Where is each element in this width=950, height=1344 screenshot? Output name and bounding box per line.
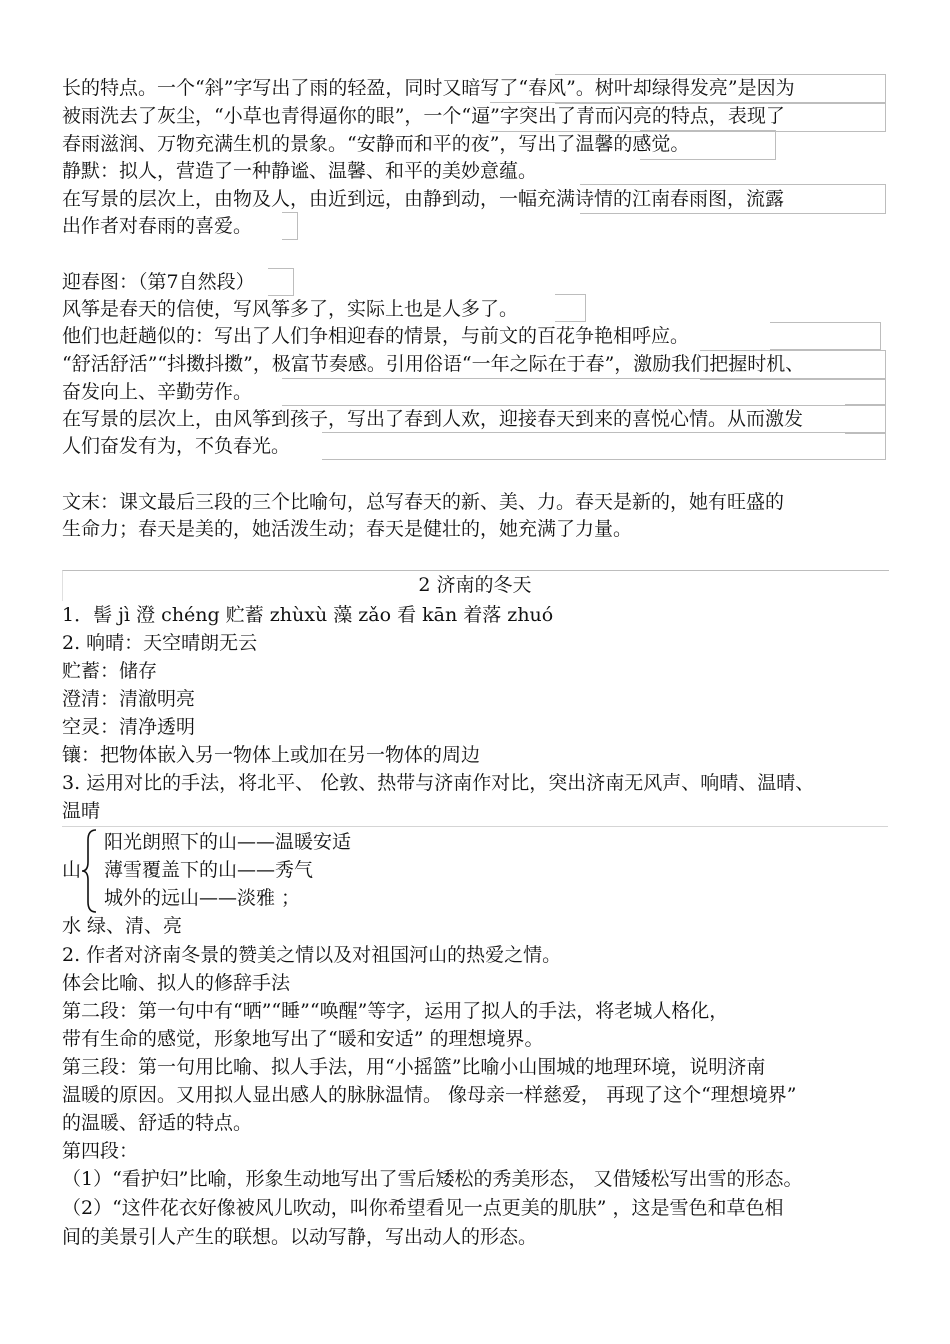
layout-box — [555, 294, 586, 322]
text-line: 澄清：清澈明亮 — [62, 688, 196, 710]
text-line: 迎春图：（第7自然段） — [62, 271, 255, 293]
text-line: 在写景的层次上，由物及人，由近到远，由静到动，一幅充满诗情的江南春雨图，流露 — [62, 188, 785, 210]
text-line: 体会比喻、拟人的修辞手法 — [62, 972, 291, 994]
layout-box — [268, 268, 294, 296]
text-line: （2）“这件花衣好像被风儿吹动，叫你希望看见一点更美的肌肤” ，这是雪色和草色相 — [62, 1197, 784, 1219]
mountain-item: 阳光朗照下的山——温暖安适 — [104, 831, 352, 853]
text-line: 他们也赶趟似的：写出了人们争相迎春的情景，与前文的百花争艳相呼应。 — [62, 325, 690, 347]
brace-icon — [80, 828, 98, 914]
mountain-item: 城外的远山——淡雅 ； — [104, 887, 301, 909]
layout-box — [770, 322, 881, 350]
layout-box — [282, 212, 298, 240]
text-line: 出作者对春雨的喜爱。 — [62, 215, 253, 237]
text-line: 风筝是春天的信使，写风筝多了，实际上也是人多了。 — [62, 298, 519, 320]
text-line: 人们奋发有为，不负春光。 — [62, 435, 291, 457]
text-line: 贮蓄：储存 — [62, 660, 158, 682]
text-line: 的温暖、舒适的特点。 — [62, 1112, 253, 1134]
text-line: 空灵：清净透明 — [62, 716, 196, 738]
text-line: （1）“看护妇”比喻，形象生动地写出了雪后矮松的秀美形态， 又借矮松写出雪的形态。 — [62, 1168, 803, 1190]
text-line: 1．髻 jì 澄 chéng 贮蓄 zhùxù 藻 zǎo 看 kān 着落 zhuó — [62, 604, 554, 626]
text-line: 第四段： — [62, 1140, 139, 1162]
text-line: 在写景的层次上，由风筝到孩子，写出了春到人欢，迎接春天到来的喜悦心情。从而激发 — [62, 408, 804, 430]
section-title: 2 济南的冬天 — [418, 574, 532, 596]
text-line: 生命力；春天是美的，她活泼生动；春天是健壮的，她充满了力量。 — [62, 518, 633, 540]
text-line: 奋发向上、辛勤劳作。 — [62, 381, 253, 403]
text-line: 镶：把物体嵌入另一物体上或加在另一物体的周边 — [62, 744, 481, 766]
text-line: 文末：课文最后三段的三个比喻句，总写春天的新、美、力。春天是新的，她有旺盛的 — [62, 491, 785, 513]
text-line: 2. 响晴：天空晴朗无云 — [62, 632, 258, 654]
text-line: 被雨洗去了灰尘，“小草也青得逼你的眼”，一个“逼”字突出了青而闪亮的特点，表现了 — [62, 105, 785, 127]
text-line: 2. 作者对济南冬景的赞美之情以及对祖国河山的热爱之情。 — [62, 944, 562, 966]
text-line: 3. 运用对比的手法，将北平、 伦敦、热带与济南作对比，突出济南无风声、响晴、温晴、 — [62, 772, 815, 794]
layout-box — [322, 432, 886, 460]
layout-rule — [62, 826, 888, 828]
text-line: 静默：拟人，营造了一种静谧、温馨、和平的美妙意蕴。 — [62, 160, 538, 182]
text-line: “舒活舒活”“抖擞抖擞”，极富节奏感。引用俗语“一年之际在于春”，激励我们把握时机、 — [62, 353, 805, 375]
layout-box — [845, 404, 886, 434]
text-line: 长的特点。一个“斜”字写出了雨的轻盈，同时又暗写了“春风”。树叶却绿得发亮”是因为 — [62, 77, 795, 99]
text-line: 带有生命的感觉，形象地写出了“暖和安适” 的理想境界。 — [62, 1028, 544, 1050]
text-line: 春雨滋润、万物充满生机的景象。“安静而和平的夜”，写出了温馨的感觉。 — [62, 133, 690, 155]
mountain-label: 山 — [62, 859, 82, 881]
text-line: 水 绿、清、亮 — [62, 915, 183, 937]
text-line: 间的美景引人产生的联想。以动写静，写出动人的形态。 — [62, 1226, 538, 1248]
text-line: 第二段：第一句中有“晒”“睡”“唤醒”等字，运用了拟人的手法，将老城人格化， — [62, 1000, 729, 1022]
text-line: 温晴 — [62, 800, 101, 822]
text-line: 温暖的原因。又用拟人显出感人的脉脉温情。 像母亲一样慈爱， 再现了这个“理想境界” — [62, 1084, 797, 1106]
mountain-item: 薄雪覆盖下的山——秀气 — [104, 859, 314, 881]
text-line: 第三段：第一句用比喻、拟人手法，用“小摇篮”比喻小山围城的地理环境，说明济南 — [62, 1056, 766, 1078]
layout-box — [282, 378, 886, 406]
